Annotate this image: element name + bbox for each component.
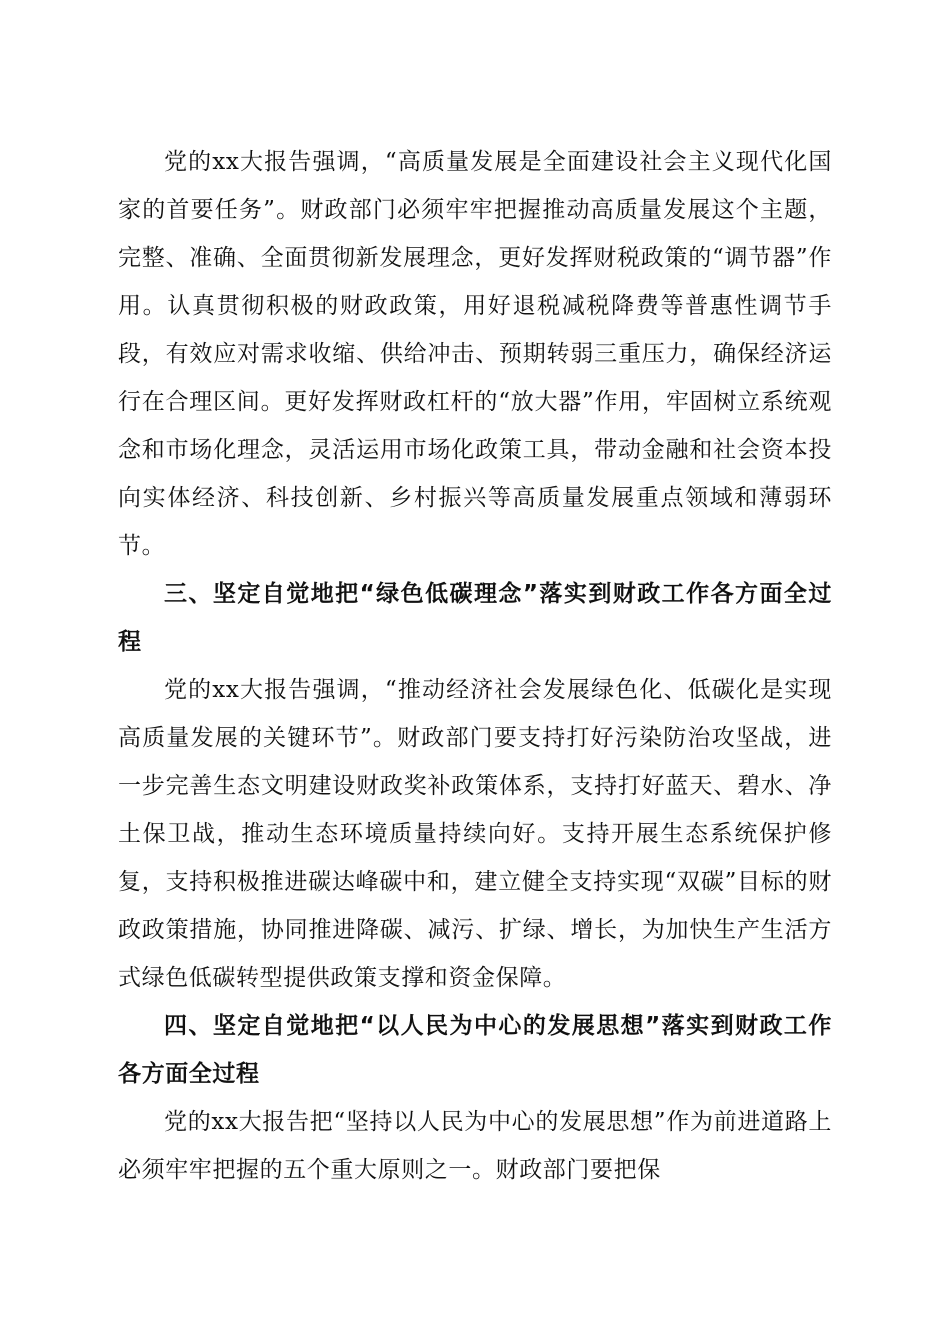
document-body [118, 138, 832, 1194]
section-heading-3: 三、坚定自觉地把“绿色低碳理念”落实到财政工作各方面全过程 [118, 581, 832, 655]
body-paragraph: 党的xx大报告强调，“高质量发展是全面建设社会主义现代化国家的首要任务”。财政部门必须牢牢把握推动高质量发展这个主题，完整、准确、全面贯彻新发展理念，更好发挥财税政策的“调节器”作用。认真贯彻积极的财政政策，用好退税减税降费等普惠性调节手段，有效应对需求收缩、供给冲击、预期转弱三重压力，确保经济运行在合理区间。更好发挥财政杠杆的“放大器”作用，牢固树立系统观念和市场化理念，灵活运用市场化政策工具，带动金融和社会资本投向实体经济、科技创新、乡村振兴等高质量发展重点领域和薄弱环节。 [118, 149, 832, 559]
body-paragraph: 党的xx大报告强调，“推动经济社会发展绿色化、低碳化是实现高质量发展的关键环节”。财政部门要支持打好污染防治攻坚战，进一步完善生态文明建设财政奖补政策体系，支持打好蓝天、碧水、净土保卫战，推动生态环境质量持续向好。支持开展生态系统保护修复，支持积极推进碳达峰碳中和，建立健全支持实现“双碳”目标的财政政策措施，协同推进降碳、减污、扩绿、增长，为加快生产生活方式绿色低碳转型提供政策支撑和资金保障。 [118, 677, 832, 991]
body-paragraph: 党的xx大报告把“坚持以人民为中心的发展思想”作为前进道路上必须牢牢把握的五个重大原则之一。财政部门要把保 [118, 1109, 832, 1183]
section-heading-4: 四、坚定自觉地把“以人民为中心的发展思想”落实到财政工作各方面全过程 [118, 1013, 832, 1087]
